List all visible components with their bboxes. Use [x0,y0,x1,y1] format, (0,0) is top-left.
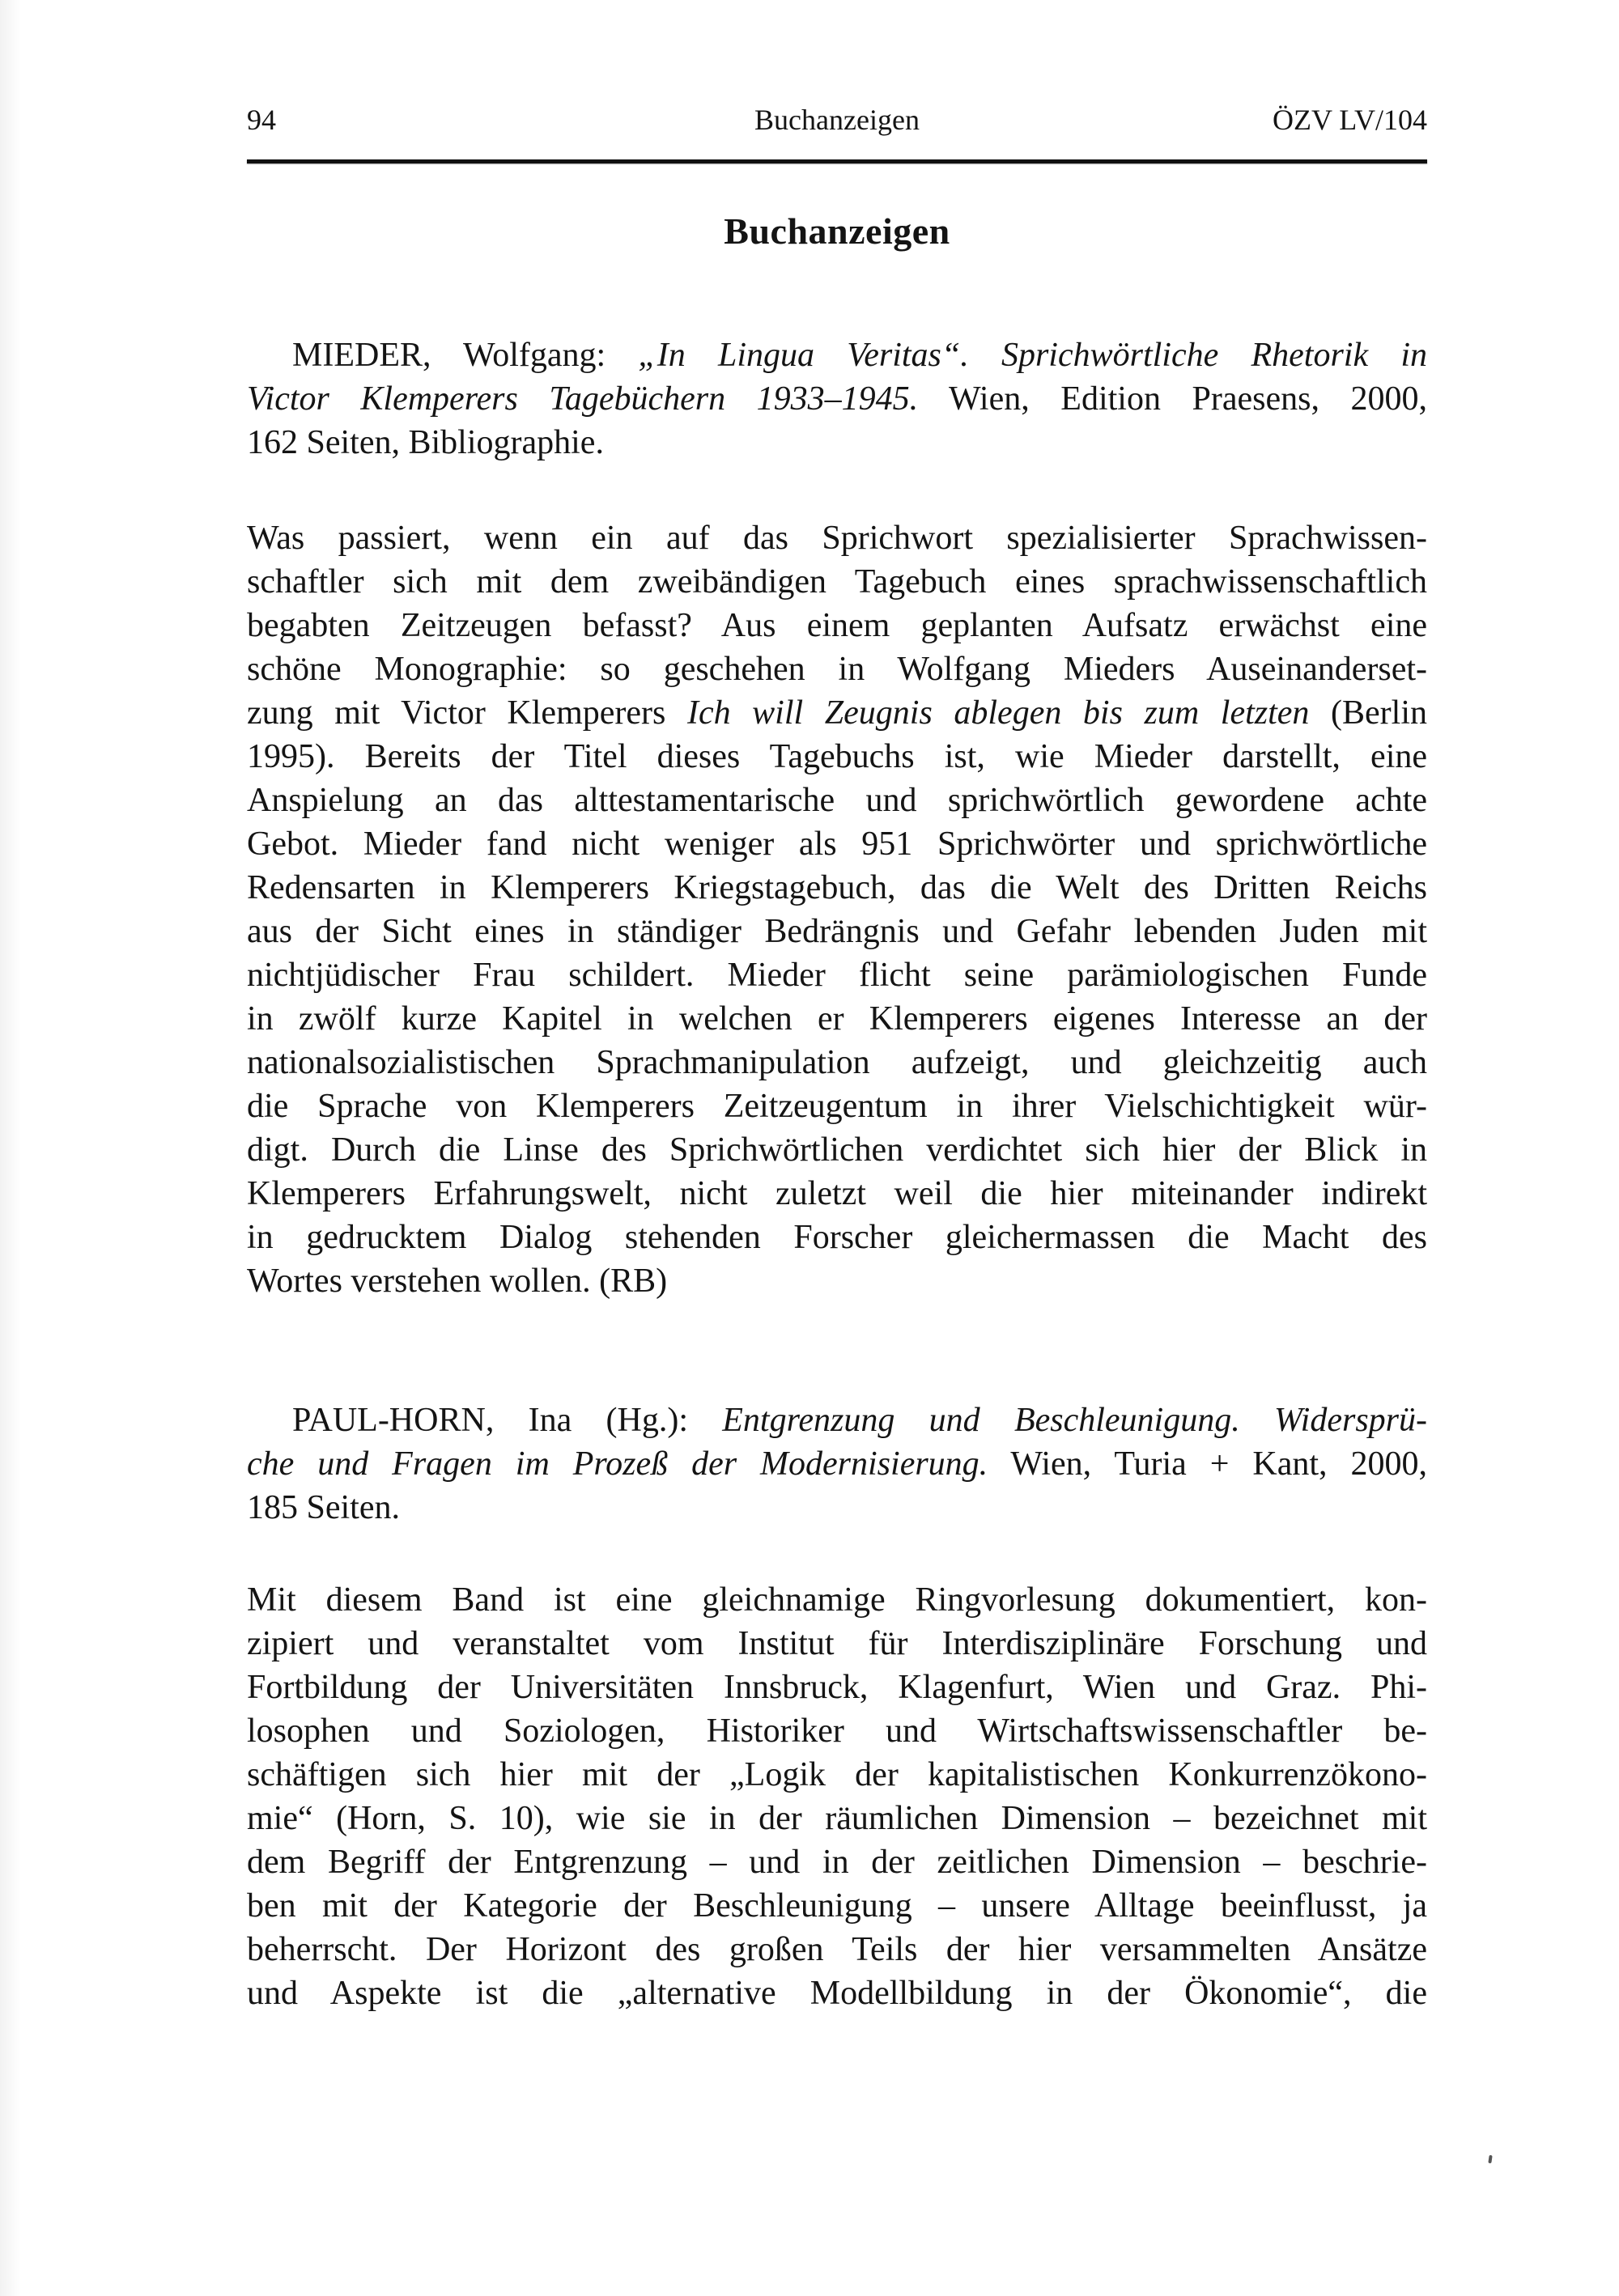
text-line [247,953,1427,997]
journal-reference: ÖZV LV/104 [1272,104,1427,136]
text-line [247,1840,1427,1884]
text-line [247,604,1427,647]
text-line [247,1398,1427,1442]
italic-text: Victor Klemperers Tagebüchern 1933–1945. [247,380,919,418]
roman-text: Wien, Turia + Kant, 2000, [988,1445,1427,1483]
roman-text: begabten Zeitzeugen befasst? Aus einem geplanten Aufsatz erwächst eine [247,607,1427,644]
roman-text: Wortes verstehen wollen. (RB) [247,1263,668,1300]
roman-text: aus der Sicht eines in ständiger Bedrängnis und Gefahr lebenden Juden mit [247,913,1427,950]
roman-text: Redensarten in Klemperers Kriegstagebuch, das die Welt des Dritten Reichs [247,869,1427,906]
roman-text: dem Begriff der Entgrenzung – und in der zeitlichen Dimension – beschrie- [247,1844,1427,1881]
roman-text: MIEDER, Wolfgang: [292,337,639,374]
text-line [247,1578,1427,1622]
italic-text: Entgrenzung und Beschleunigung. Widersprü- [722,1402,1427,1439]
para-paulhorn [247,1578,1427,2015]
text-line [247,691,1427,735]
roman-text: nationalsozialistischen Sprachmanipulation aufzeigt, und gleichzeitig auch [247,1044,1427,1081]
text-line [247,1442,1427,1486]
roman-text: 1995). Bereits der Titel dieses Tagebuchs ist, wie Mieder darstellt, eine [247,738,1427,775]
roman-text: schäftigen sich hier mit der „Logik der kapitalistischen Konkurrenzökono- [247,1756,1427,1793]
section-title: Buchanzeigen [724,210,950,252]
text-line [247,1622,1427,1666]
italic-text: Ich will Zeugnis ablegen bis zum letzten [686,694,1310,732]
roman-text: die Sprache von Klemperers Zeitzeugentum in ihrer Vielschichtigkeit wür- [247,1088,1427,1125]
roman-text: Gebot. Mieder fand nicht weniger als 951 Sprichwörter und sprichwörtliche [247,825,1427,863]
roman-text: Fortbildung der Universitäten Innsbruck, Klagenfurt, Wien und Graz. Phi- [247,1669,1427,1706]
text-line [247,560,1427,604]
roman-text: beherrscht. Der Horizont des großen Teils der hier versammelten Ansätze [247,1931,1427,1968]
text-line [247,1971,1427,2015]
scan-artifact [1488,2155,1492,2163]
roman-text: schöne Monographie: so geschehen in Wolfgang Mieders Auseinanderset- [247,651,1427,688]
roman-text: digt. Durch die Linse des Sprichwörtlichen verdichtet sich hier der Blick in [247,1131,1427,1169]
running-title: Buchanzeigen [754,104,920,136]
scan-edge-shading [0,0,21,2296]
roman-text: Was passiert, wenn ein auf das Sprichwort spezialisierter Sprachwissen- [247,520,1427,557]
text-line [247,910,1427,953]
roman-text: Wien, Edition Praesens, 2000, [918,380,1427,418]
roman-text: Anspielung an das alttestamentarische und sprichwörtlich gewordene achte [247,782,1427,819]
page-number: 94 [247,104,276,136]
text-line [247,1797,1427,1840]
text-line [247,1216,1427,1259]
text-line [247,866,1427,910]
text-line [247,1172,1427,1216]
italic-text: „In Lingua Veritas“. Sprichwörtliche Rhetorik in [638,337,1427,374]
text-line [247,1884,1427,1928]
text-line [247,735,1427,779]
text-line [247,1128,1427,1172]
text-line [247,421,1427,465]
text-line [247,1928,1427,1971]
roman-text: (Berlin [1309,694,1427,732]
text-line [247,1666,1427,1709]
text-line [247,377,1427,421]
text-line [247,1259,1427,1303]
roman-text: Mit diesem Band ist eine gleichnamige Ringvorlesung dokumentiert, kon- [247,1581,1427,1619]
page-content [247,0,1427,2015]
roman-text: zung mit Victor Klemperers [247,694,687,732]
text-line [247,779,1427,822]
para-mieder [247,516,1427,1303]
text-line [247,333,1427,377]
text-line [247,997,1427,1041]
text-line [247,516,1427,560]
entry-mieder [247,333,1427,465]
roman-text: mie“ (Horn, S. 10), wie sie in der räumlichen Dimension – bezeichnet mit [247,1800,1427,1837]
roman-text: zipiert und veranstaltet vom Institut für Interdisziplinäre Forschung und [247,1625,1427,1662]
text-line [247,1709,1427,1753]
roman-text: Klemperers Erfahrungswelt, nicht zuletzt weil die hier miteinander indirekt [247,1175,1427,1212]
text-line [247,1084,1427,1128]
roman-text: und Aspekte ist die „alternative Modellbildung in der Ökonomie“, die [247,1975,1427,2012]
roman-text: in gedrucktem Dialog stehenden Forscher gleichermassen die Macht des [247,1219,1427,1256]
roman-text: schaftler sich mit dem zweibändigen Tagebuch eines sprachwissenschaftlich [247,563,1427,601]
roman-text: losophen und Soziologen, Historiker und Wirtschaftswissenschaftler be- [247,1712,1427,1750]
roman-text: PAUL-HORN, Ina (Hg.): [292,1402,723,1439]
roman-text: in zwölf kurze Kapitel in welchen er Klemperers eigenes Interesse an der [247,1000,1427,1038]
text-blocks [247,333,1427,2015]
roman-text: nichtjüdischer Frau schildert. Mieder flicht seine parämiologischen Funde [247,957,1427,994]
entry-paulhorn [247,1398,1427,1530]
text-line [247,1753,1427,1797]
text-line [247,1486,1427,1530]
roman-text: 185 Seiten. [247,1489,400,1526]
text-line [247,822,1427,866]
roman-text: 162 Seiten, Bibliographie. [247,424,604,461]
text-line [247,1041,1427,1084]
italic-text: che und Fragen im Prozeß der Modernisierung. [247,1445,988,1483]
roman-text: ben mit der Kategorie der Beschleunigung – unsere Alltage beeinflusst, ja [247,1887,1427,1925]
text-line [247,647,1427,691]
